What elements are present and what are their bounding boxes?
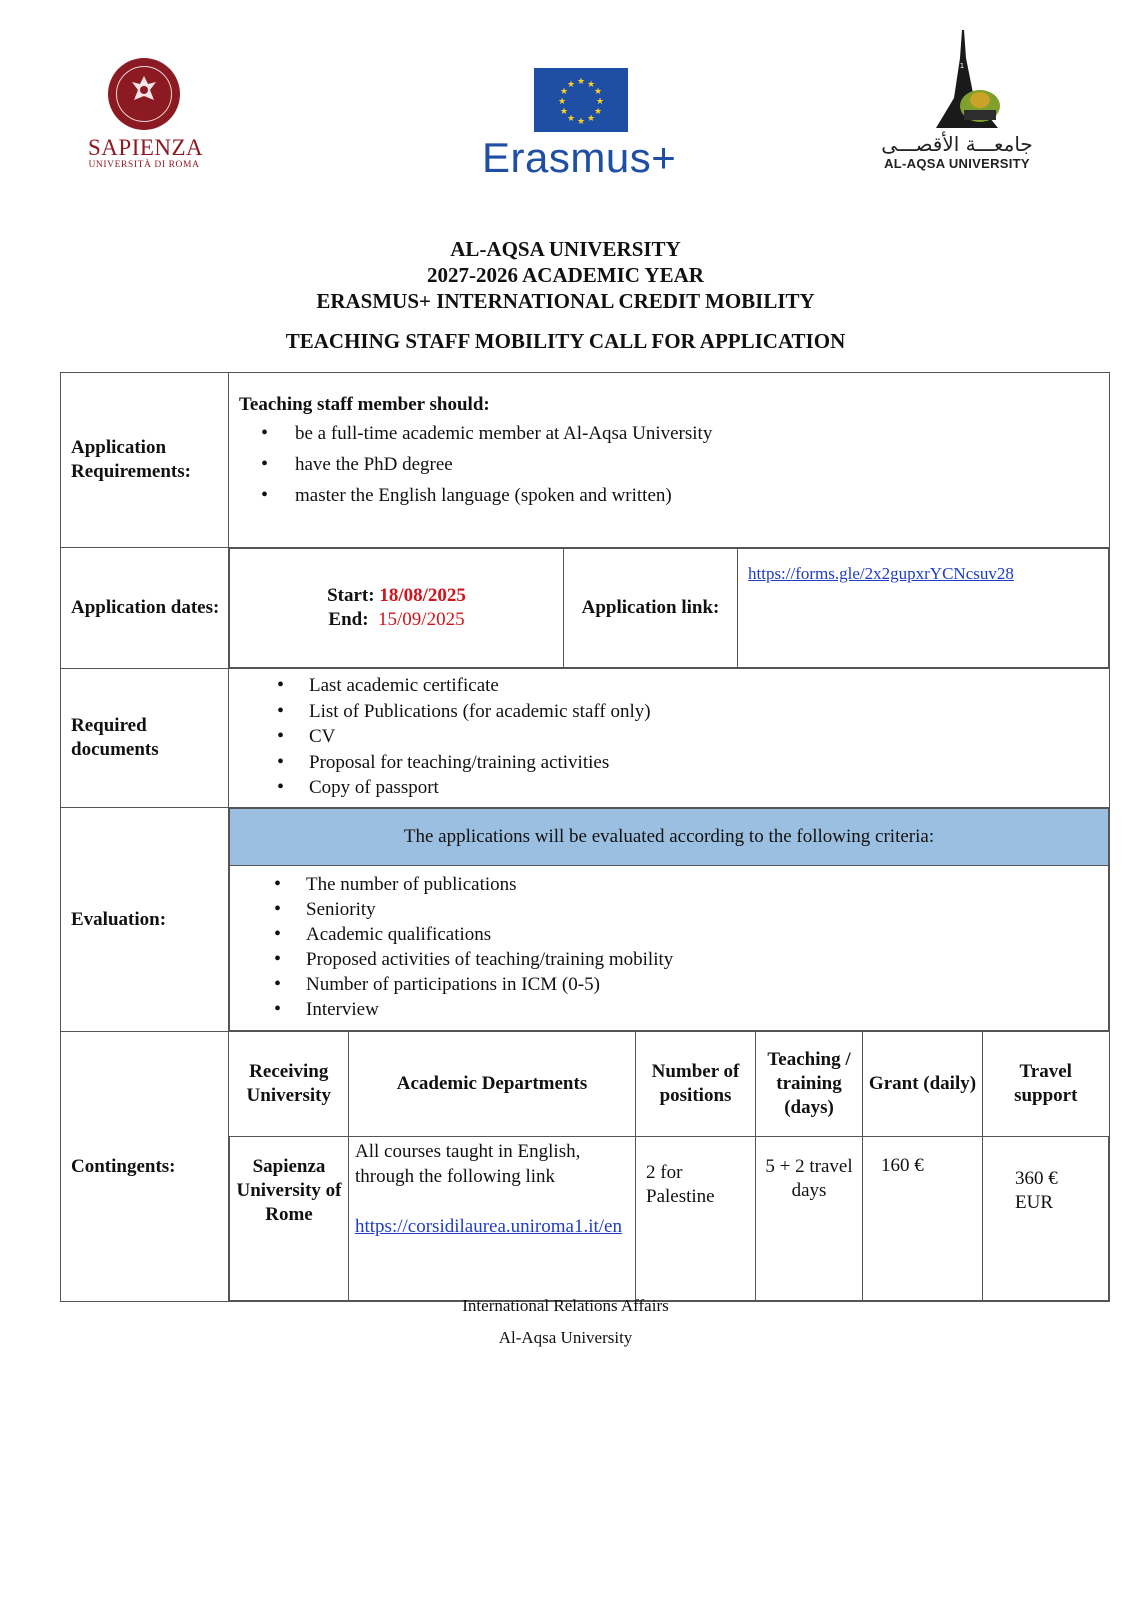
svg-text:★: ★ xyxy=(559,87,569,97)
svg-text:★: ★ xyxy=(593,107,603,117)
svg-text:★: ★ xyxy=(557,97,567,107)
document-heading xyxy=(0,236,1131,354)
requirements-lead: Teaching staff member should: xyxy=(239,393,490,415)
sapienza-logo xyxy=(88,58,204,171)
list-item: • List of Publications (for academic staff only) xyxy=(229,699,1109,725)
sapienza-subtitle: UNIVERSITÀ DI ROMA xyxy=(88,160,200,170)
footer-office: International Relations Affairs xyxy=(462,1296,669,1315)
heading-year: 2027-2026 ACADEMIC YEAR xyxy=(427,263,704,287)
column-header: Teaching / training (days) xyxy=(756,1032,863,1137)
al-aqsa-arabic-name: جامعـــة الأقصـــى xyxy=(881,132,1033,156)
sapienza-seal-icon xyxy=(108,58,180,130)
svg-text:★: ★ xyxy=(576,77,586,87)
requirements-list xyxy=(239,418,1099,511)
contingents-header-row xyxy=(230,1032,1109,1137)
list-item: • have the PhD degree xyxy=(239,449,1099,480)
list-item: • Proposed activities of teaching/training mobility xyxy=(230,947,1108,972)
contingents-label: Contingents: xyxy=(61,1032,229,1302)
footer-university: Al-Aqsa University xyxy=(498,1328,633,1347)
eu-flag-icon xyxy=(534,68,628,132)
criteria-header: The applications will be evaluated according to the following criteria: xyxy=(230,809,1109,866)
list-item: • CV xyxy=(229,724,1109,750)
erasmus-wordmark: Erasmus+ xyxy=(482,134,677,181)
list-item: • The number of publications xyxy=(230,872,1108,897)
svg-text:★: ★ xyxy=(566,80,576,90)
svg-text:★: ★ xyxy=(586,114,596,124)
list-item: • Interview xyxy=(230,997,1108,1022)
list-item: • Copy of passport xyxy=(229,775,1109,801)
list-item: • Proposal for teaching/training activities xyxy=(229,750,1109,776)
travel-cell xyxy=(983,1137,1109,1301)
svg-text:1: 1 xyxy=(959,62,965,70)
documents-row xyxy=(61,669,1110,808)
footer xyxy=(0,1290,1131,1354)
departments-text: All courses taught in English, through the following link xyxy=(355,1141,581,1187)
column-header: Receiving University xyxy=(230,1032,349,1137)
application-form-link[interactable]: https://forms.gle/2x2gupxrYCNcsuv28 xyxy=(748,564,1014,583)
heading-university: AL-AQSA UNIVERSITY xyxy=(450,237,681,261)
heading-program: ERASMUS+ INTERNATIONAL CREDIT MOBILITY xyxy=(316,289,815,313)
evaluation-label: Evaluation: xyxy=(61,808,229,1032)
dates-row xyxy=(61,548,1110,669)
departments-cell xyxy=(349,1137,636,1301)
dates-values: Start: 18/08/2025 End: 15/09/2025 xyxy=(230,549,564,668)
dates-label: Application dates: xyxy=(61,548,229,669)
list-item: • be a full-time academic member at Al-Aqsa University xyxy=(239,418,1099,449)
heading-call: TEACHING STAFF MOBILITY CALL FOR APPLICATION xyxy=(285,329,846,353)
contingents-row xyxy=(61,1032,1110,1302)
list-item: • Seniority xyxy=(230,897,1108,922)
departments-link[interactable]: https://corsidilaurea.uniroma1.it/en xyxy=(355,1216,622,1237)
travel-amount: 360 € xyxy=(1015,1168,1058,1189)
list-item: • master the English language (spoken and written) xyxy=(239,480,1099,511)
column-header: Academic Departments xyxy=(349,1032,636,1137)
call-table xyxy=(60,372,1110,1302)
sapienza-name: SAPIENZA xyxy=(88,135,204,160)
svg-text:★: ★ xyxy=(576,117,586,127)
contingents-table xyxy=(229,1032,1109,1301)
list-item: • Number of participations in ICM (0-5) xyxy=(230,972,1108,997)
svg-text:★: ★ xyxy=(566,114,576,124)
al-aqsa-emblem-icon xyxy=(902,28,1012,132)
list-item: • Last academic certificate xyxy=(229,673,1109,699)
column-header: Number of positions xyxy=(636,1032,756,1137)
table-row xyxy=(230,1137,1109,1301)
start-date: 18/08/2025 xyxy=(379,585,466,606)
requirements-row xyxy=(61,373,1110,548)
evaluation-row xyxy=(61,808,1110,1032)
end-date: 15/09/2025 xyxy=(378,609,465,630)
svg-text:★: ★ xyxy=(586,80,596,90)
erasmus-logo xyxy=(482,68,692,182)
requirements-label: Application Requirements: xyxy=(61,373,229,548)
column-header: Travel support xyxy=(983,1032,1109,1137)
documents-list xyxy=(229,673,1109,801)
al-aqsa-logo xyxy=(868,28,1046,171)
application-link-label: Application link: xyxy=(564,549,738,668)
criteria-list xyxy=(230,872,1108,1022)
svg-text:★: ★ xyxy=(559,107,569,117)
logo-bar xyxy=(0,28,1131,193)
travel-unit: EUR xyxy=(1015,1192,1053,1213)
positions-cell: 2 for Palestine xyxy=(636,1137,756,1301)
column-header: Grant (daily) xyxy=(863,1032,983,1137)
grant-cell: 160 € xyxy=(863,1137,983,1301)
al-aqsa-english-name: AL-AQSA UNIVERSITY xyxy=(884,156,1030,171)
days-cell: 5 + 2 travel days xyxy=(756,1137,863,1301)
svg-text:★: ★ xyxy=(593,87,603,97)
documents-label: Required documents xyxy=(61,669,229,808)
requirements-body xyxy=(229,373,1110,548)
svg-text:★: ★ xyxy=(595,97,605,107)
receiving-university: Sapienza University of Rome xyxy=(230,1137,349,1301)
list-item: • Academic qualifications xyxy=(230,922,1108,947)
